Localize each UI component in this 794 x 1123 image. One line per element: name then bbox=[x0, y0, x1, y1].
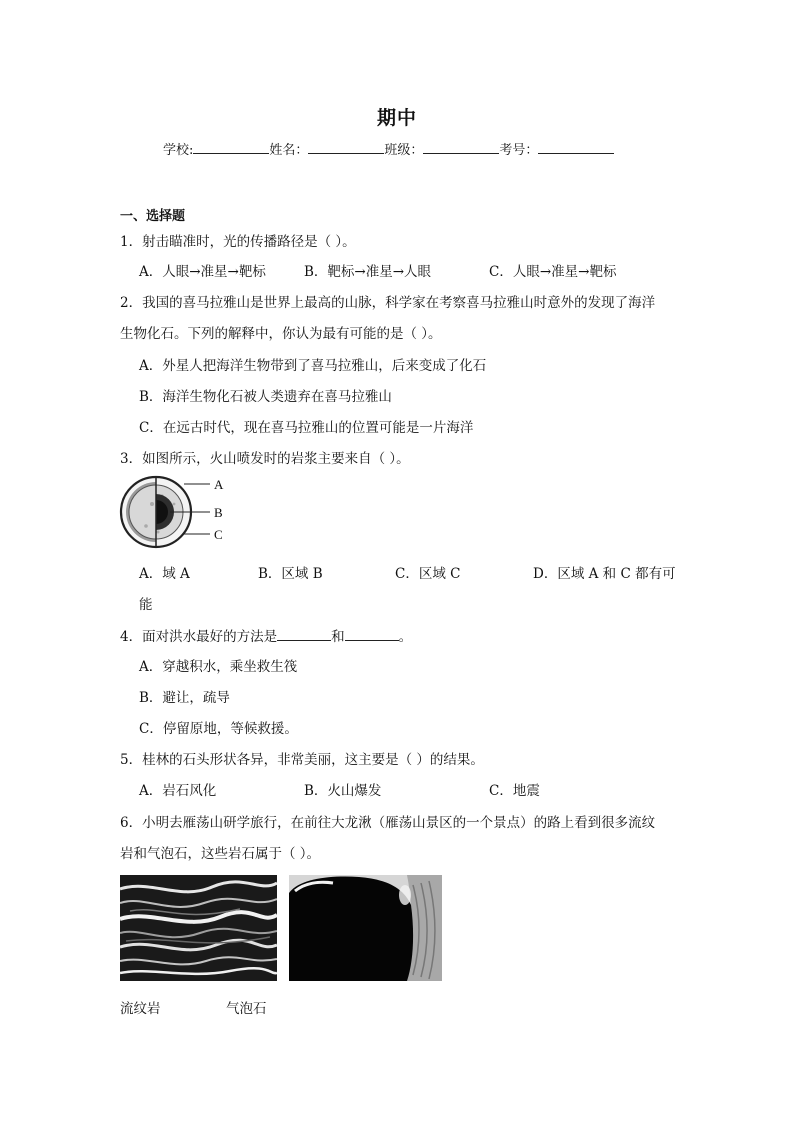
name-label: 姓名： bbox=[269, 143, 309, 158]
earth-layers-diagram bbox=[118, 474, 230, 552]
q4-blank-1[interactable] bbox=[277, 628, 331, 641]
rhyolite-caption: 流纹岩 bbox=[120, 1001, 161, 1017]
label-c: C bbox=[214, 527, 223, 542]
student-info-row bbox=[163, 139, 614, 158]
q4-option-c[interactable]: C．停留原地，等候救援。 bbox=[139, 721, 298, 737]
q6-stem-line1: 6．小明去雁荡山研学旅行，在前往大龙湫（雁荡山景区的一个景点）的路上看到很多流纹 bbox=[120, 815, 656, 831]
name-blank[interactable] bbox=[308, 141, 384, 154]
q2-option-c[interactable]: C．在远古时代，现在喜马拉雅山的位置可能是一片海洋 bbox=[139, 420, 474, 436]
number-label: 考号： bbox=[499, 143, 539, 158]
number-blank[interactable] bbox=[538, 141, 614, 154]
q3-option-b[interactable]: B．区域 B bbox=[258, 566, 323, 582]
q4-stem-pre: 4．面对洪水最好的方法是 bbox=[120, 629, 278, 645]
q2-stem-line2: 生物化石。下列的解释中，你认为最有可能的是（ ）。 bbox=[120, 326, 442, 342]
class-label: 班级： bbox=[384, 143, 424, 158]
q1-stem: 1．射击瞄准时，光的传播路径是（ ）。 bbox=[120, 234, 356, 250]
page-title: 期中 bbox=[376, 107, 417, 129]
q2-stem-line1: 2．我国的喜马拉雅山是世界上最高的山脉，科学家在考察喜马拉雅山时意外的发现了海洋 bbox=[120, 295, 656, 311]
q6-stem-line2: 岩和气泡石，这些岩石属于（ ）。 bbox=[120, 846, 321, 862]
label-b: B bbox=[214, 505, 223, 520]
class-blank[interactable] bbox=[423, 141, 499, 154]
q5-option-b[interactable]: B．火山爆发 bbox=[304, 783, 382, 799]
label-a: A bbox=[214, 477, 224, 492]
q4-option-a[interactable]: A．穿越积水，乘坐救生筏 bbox=[139, 659, 298, 675]
rhyolite-photo bbox=[120, 875, 277, 981]
q5-option-c[interactable]: C．地震 bbox=[489, 783, 540, 799]
q3-option-a[interactable]: A．域 A bbox=[139, 566, 190, 582]
school-label: 学校: bbox=[163, 143, 194, 158]
section-heading: 一、选择题 bbox=[120, 209, 186, 224]
bubble-stone-caption: 气泡石 bbox=[226, 1001, 267, 1017]
q1-option-c[interactable]: C．人眼→准星→靶标 bbox=[489, 264, 617, 280]
q1-option-b[interactable]: B．靶标→准星→人眼 bbox=[304, 264, 432, 280]
q4-stem-mid: 和 bbox=[331, 629, 345, 645]
q4-stem-post: 。 bbox=[398, 629, 413, 645]
q4-option-b[interactable]: B．避让，疏导 bbox=[139, 690, 230, 706]
school-blank[interactable] bbox=[193, 141, 269, 154]
q4-blank-2[interactable] bbox=[345, 628, 399, 641]
q5-option-a[interactable]: A．岩石风化 bbox=[139, 783, 217, 799]
q3-stem: 3．如图所示，火山喷发时的岩浆主要来自（ ）。 bbox=[120, 451, 410, 467]
q4-stem bbox=[120, 625, 412, 645]
q5-stem: 5．桂林的石头形状各异，非常美丽，这主要是（ ）的结果。 bbox=[120, 752, 484, 768]
q2-option-b[interactable]: B．海洋生物化石被人类遗弃在喜马拉雅山 bbox=[139, 389, 392, 405]
bubble-stone-photo bbox=[289, 875, 442, 981]
q3-option-d-line1[interactable]: D．区域 A 和 C 都有可 bbox=[533, 566, 676, 582]
q3-option-d-line2: 能 bbox=[139, 597, 153, 613]
q3-option-c[interactable]: C．区域 C bbox=[395, 566, 461, 582]
q2-option-a[interactable]: A．外星人把海洋生物带到了喜马拉雅山，后来变成了化石 bbox=[139, 358, 487, 374]
q1-option-a[interactable]: A．人眼→准星→靶标 bbox=[139, 264, 266, 280]
